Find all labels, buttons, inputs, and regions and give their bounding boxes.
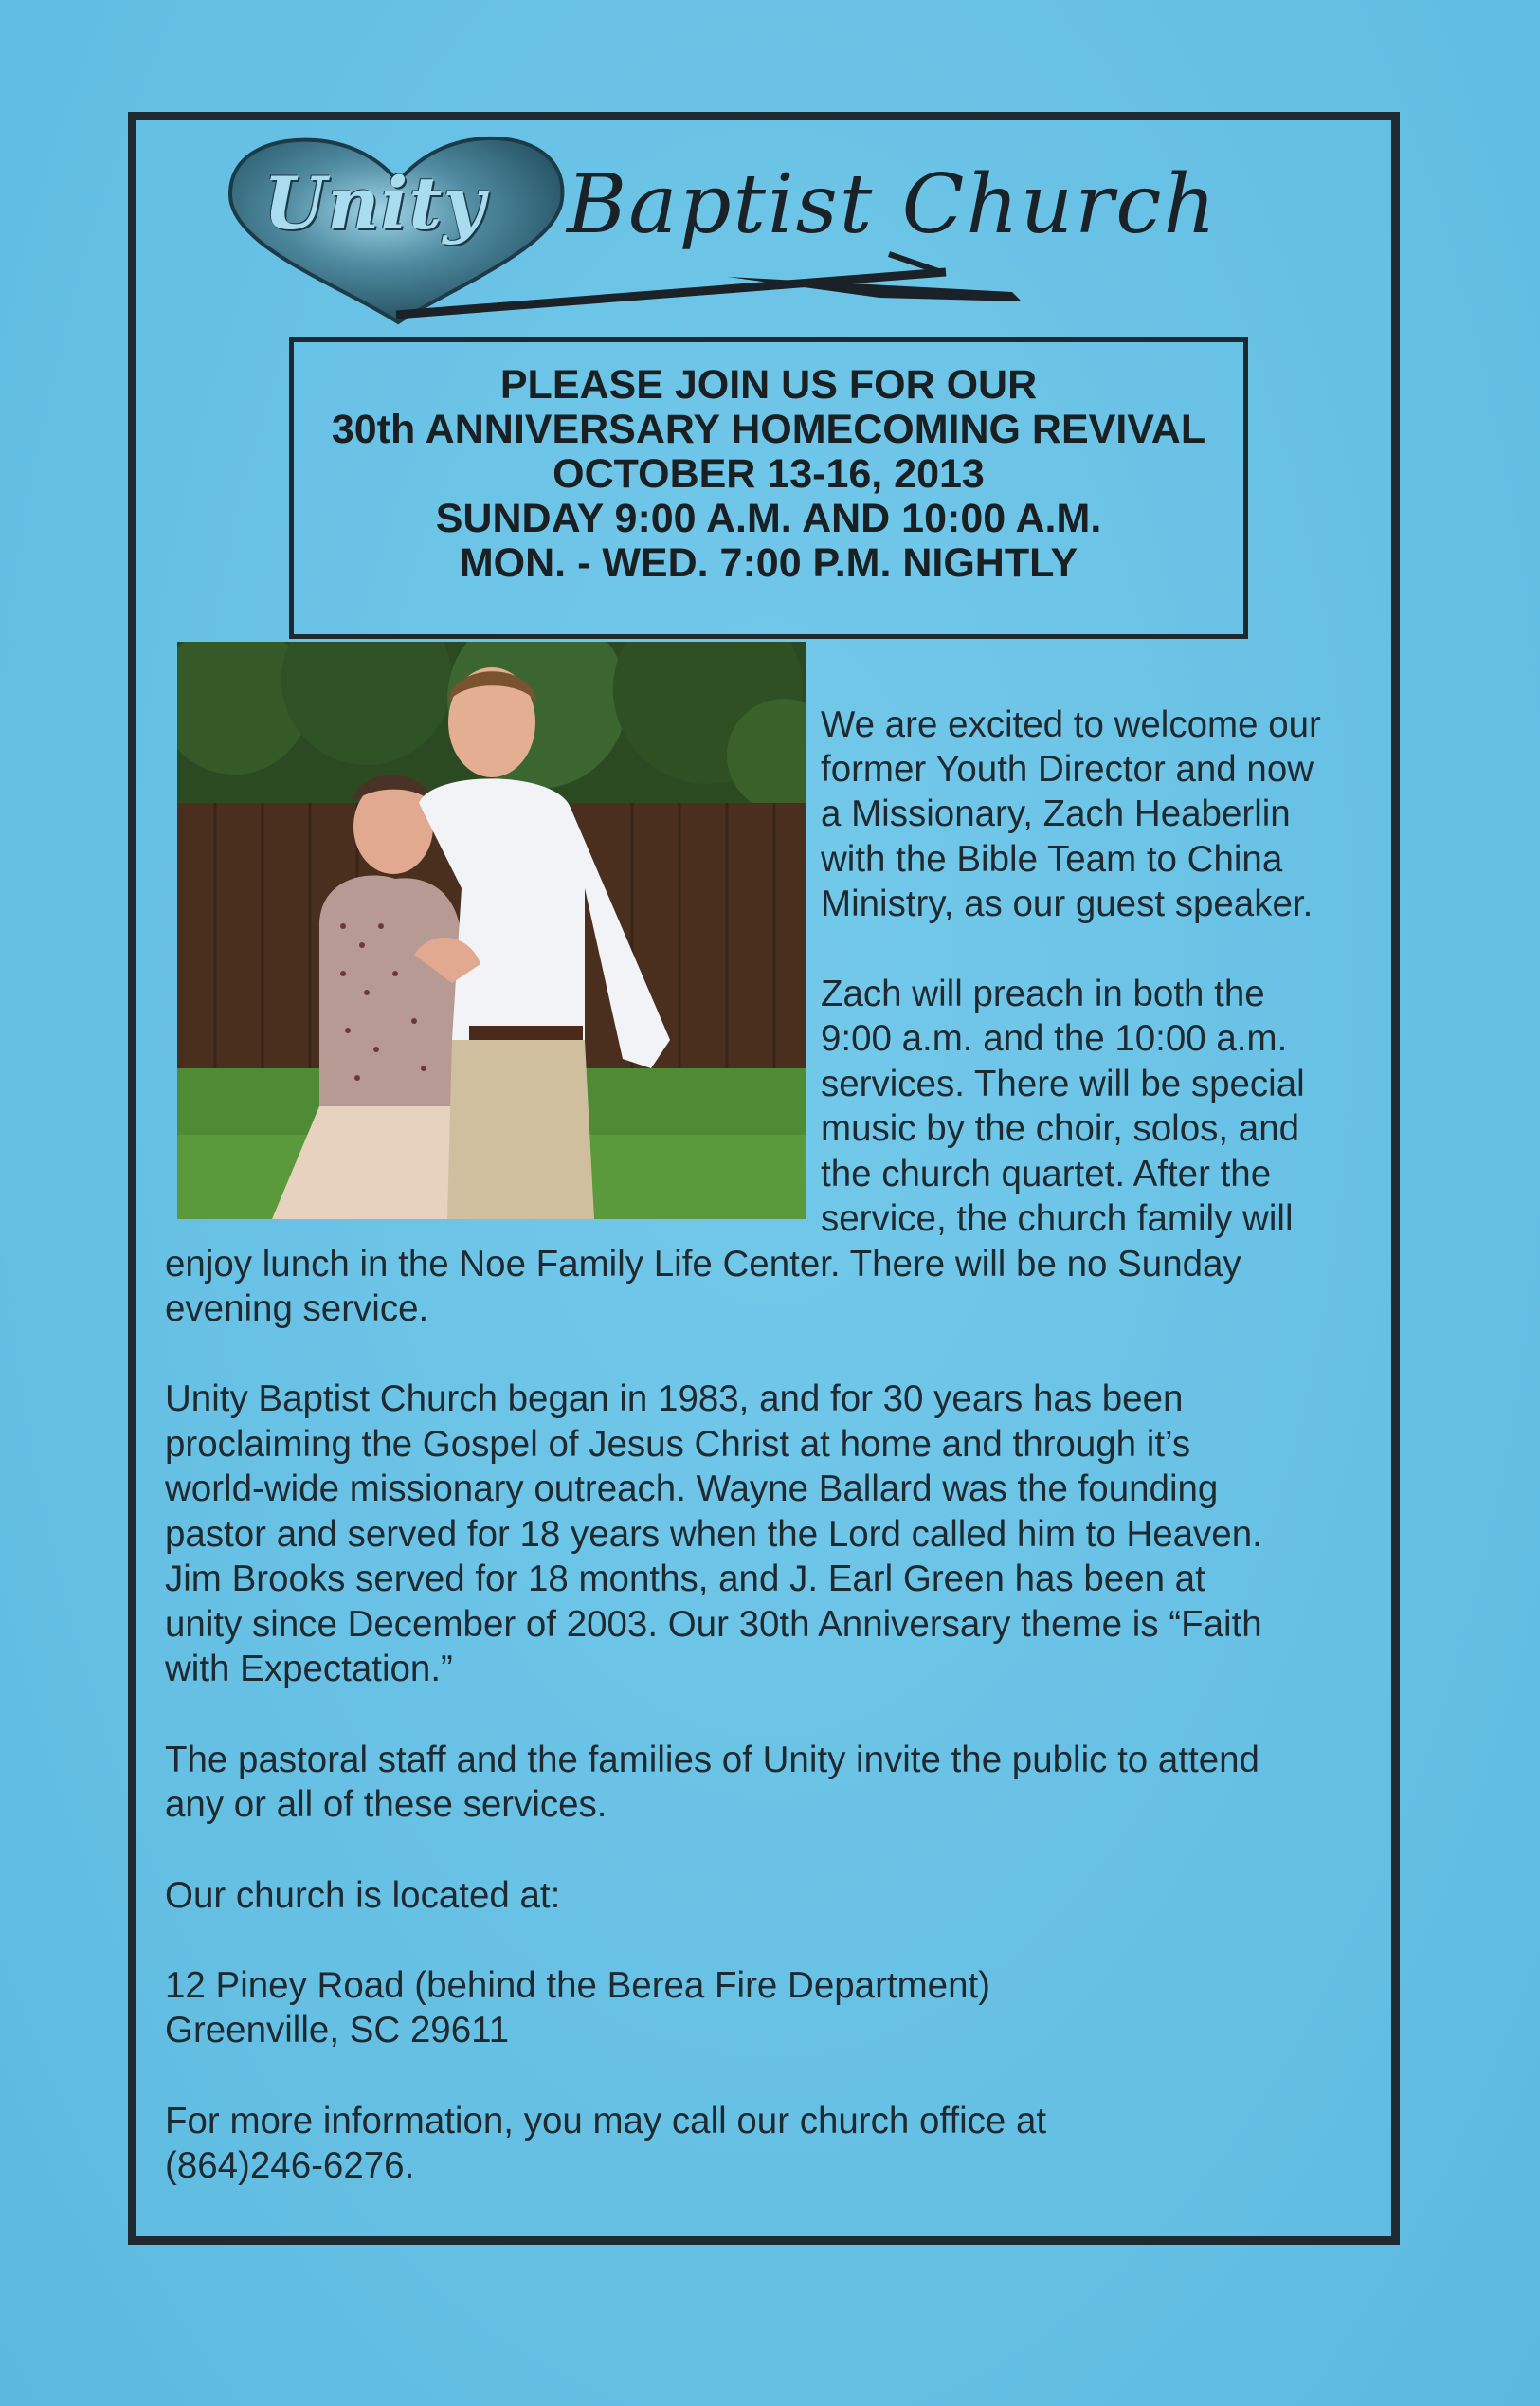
intro-line: a Missionary, Zach Heaberlin xyxy=(821,793,1291,834)
guest-speaker-photo xyxy=(177,642,806,1219)
history-line: Jim Brooks served for 18 months, and J. Earl Green has been at xyxy=(165,1558,1205,1599)
invitation-line: The pastoral staff and the families of Unity invite the public to attend xyxy=(165,1740,1259,1780)
announcement-line: OCTOBER 13-16, 2013 xyxy=(553,450,985,497)
services-line: music by the choir, solos, and xyxy=(821,1108,1300,1149)
address-line: Greenville, SC 29611 xyxy=(165,2010,510,2051)
history-line: with Expectation.” xyxy=(165,1649,453,1689)
history-line: proclaiming the Gospel of Jesus Christ at home and through it’s xyxy=(165,1424,1191,1465)
services-line: Zach will preach in both the xyxy=(821,974,1265,1014)
announcement-line: PLEASE JOIN US FOR OUR xyxy=(499,361,1038,408)
intro-line: former Youth Director and now xyxy=(821,749,1314,790)
services-line: 9:00 a.m. and the 10:00 a.m. xyxy=(821,1018,1288,1059)
contact-line: For more information, you may call our church office at xyxy=(165,2101,1047,2142)
intro-line: We are excited to welcome our xyxy=(821,704,1321,745)
location-heading: Our church is located at: xyxy=(165,1875,561,1916)
announcement-line: SUNDAY 9:00 A.M. AND 10:00 A.M. xyxy=(435,495,1102,541)
announcement-box xyxy=(289,337,1248,639)
announcement-line: 30th ANNIVERSARY HOMECOMING REVIVAL xyxy=(331,406,1206,452)
history-line: unity since December of 2003. Our 30th Anniversary theme is “Faith xyxy=(165,1604,1262,1645)
intro-line: with the Bible Team to China xyxy=(821,839,1283,880)
invitation-line: any or all of these services. xyxy=(165,1784,607,1825)
intro-line: Ministry, as our guest speaker. xyxy=(821,884,1314,924)
history-line: world-wide missionary outreach. Wayne Ballard was the founding xyxy=(165,1468,1219,1509)
church-logo xyxy=(226,133,1325,332)
services-line: the church quartet. After the xyxy=(821,1154,1272,1194)
logo-church-name: Baptist Church xyxy=(567,157,1218,252)
history-line: pastor and served for 18 years when the Lord called him to Heaven. xyxy=(165,1514,1262,1555)
services-line: services. There will be special xyxy=(821,1064,1305,1104)
phone-number: (864)246-6276. xyxy=(165,2145,415,2186)
history-line: Unity Baptist Church began in 1983, and for 30 years has been xyxy=(165,1378,1184,1419)
logo-unity-text: Unity xyxy=(263,161,486,246)
services-line: enjoy lunch in the Noe Family Life Center. There will be no Sunday xyxy=(165,1244,1241,1285)
services-line: evening service. xyxy=(165,1288,429,1329)
announcement-line: MON. - WED. 7:00 P.M. NIGHTLY xyxy=(459,539,1078,586)
address-line: 12 Piney Road (behind the Berea Fire Department) xyxy=(165,1965,991,2006)
services-line: service, the church family will xyxy=(821,1198,1294,1239)
